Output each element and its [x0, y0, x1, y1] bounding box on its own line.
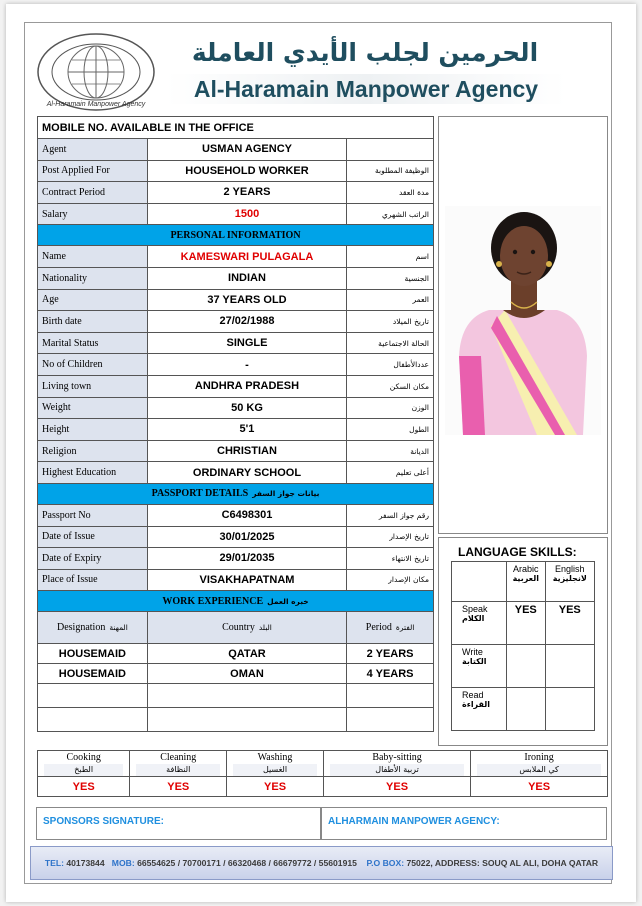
- period-col: [347, 612, 434, 644]
- row-value: INDIAN: [147, 267, 346, 289]
- mobile-row: [38, 117, 434, 139]
- table-row: [38, 311, 434, 333]
- row-value: 50 KG: [147, 397, 346, 419]
- row-value: CHRISTIAN: [147, 440, 346, 462]
- row-value: SINGLE: [147, 332, 346, 354]
- row-label: Weight: [38, 397, 148, 419]
- lang-value: [545, 688, 594, 731]
- lang-row-en: Speak: [462, 604, 488, 614]
- row-label: Highest Education: [38, 462, 148, 484]
- work-row: [38, 664, 434, 684]
- lang-row-read: [452, 688, 507, 731]
- row-value: 29/01/2035: [147, 548, 346, 570]
- row-label: Agent: [38, 139, 148, 161]
- table-row: [38, 182, 434, 204]
- work-country: OMAN: [147, 664, 346, 684]
- lang-col-arabic: [507, 562, 546, 602]
- applicant-table: [37, 116, 434, 732]
- mobile-text: MOBILE NO. AVAILABLE IN THE OFFICE: [38, 117, 434, 139]
- work-header-ar: خبره العمل: [267, 596, 309, 606]
- arabic-title: الحرمين لجلب الأيدي العاملة: [191, 38, 539, 67]
- row-arabic: مدة العقد: [347, 182, 434, 204]
- skill-label: Washing: [257, 751, 293, 763]
- lang-row-ar: القراءة: [462, 700, 491, 709]
- lang-col-ar: العربية: [512, 574, 539, 583]
- row-label: Contract Period: [38, 182, 148, 204]
- lang-value: [507, 645, 546, 688]
- work-designation: HOUSEMAID: [38, 664, 148, 684]
- table-row: [38, 160, 434, 182]
- table-row: [38, 569, 434, 591]
- tel-value: 40173844: [66, 858, 105, 868]
- skill-cleaning: [130, 751, 227, 777]
- row-arabic: الديانة: [347, 440, 434, 462]
- lang-row-ar: الكتابة: [462, 657, 487, 666]
- section-header-work: [38, 591, 434, 612]
- skill-label-ar: الطبخ: [44, 764, 123, 776]
- passport-header-ar: بيانات جواز السفر: [252, 489, 320, 499]
- english-title: Al-Haramain Manpower Agency: [166, 74, 566, 104]
- row-label: Post Applied For: [38, 160, 148, 182]
- skill-value: YES: [38, 777, 130, 797]
- row-label: Height: [38, 419, 148, 441]
- skills-table: [37, 750, 608, 797]
- country-label-ar: البلد: [258, 623, 272, 633]
- row-arabic: الجنسية: [347, 267, 434, 289]
- row-label: Marital Status: [38, 332, 148, 354]
- skill-value: YES: [323, 777, 470, 797]
- period-label-ar: الفترة: [395, 623, 415, 633]
- skill-label-ar: الغسيل: [233, 764, 317, 776]
- table-row: [38, 548, 434, 570]
- row-label: Birth date: [38, 311, 148, 333]
- lang-row-write: [452, 645, 507, 688]
- passport-header-en: PASSPORT DETAILS: [151, 488, 249, 500]
- work-row-empty: [38, 708, 434, 732]
- row-label: Passport No: [38, 504, 148, 526]
- table-row: [38, 375, 434, 397]
- lang-corner: [452, 562, 507, 602]
- table-row: [38, 289, 434, 311]
- section-header-personal: [38, 225, 434, 246]
- row-arabic: مكان السكن: [347, 375, 434, 397]
- row-arabic: مكان الإصدار: [347, 569, 434, 591]
- table-row: [38, 397, 434, 419]
- row-value: -: [147, 354, 346, 376]
- row-arabic: الحالة الاجتماعية: [347, 332, 434, 354]
- row-arabic: العمر: [347, 289, 434, 311]
- row-label: Age: [38, 289, 148, 311]
- row-label: Date of Expiry: [38, 548, 148, 570]
- row-arabic: [347, 139, 434, 161]
- table-row: [38, 354, 434, 376]
- work-country: QATAR: [147, 644, 346, 664]
- lang-value: YES: [507, 602, 546, 645]
- row-label: Religion: [38, 440, 148, 462]
- row-value: 37 YEARS OLD: [147, 289, 346, 311]
- row-arabic: تاريخ الانتهاء: [347, 548, 434, 570]
- skill-babysitting: [323, 751, 470, 777]
- lang-row-en: Read: [462, 690, 484, 700]
- table-row: [38, 419, 434, 441]
- lang-row-speak: [452, 602, 507, 645]
- row-value: ANDHRA PRADESH: [147, 375, 346, 397]
- lang-col-en: Arabic: [513, 564, 539, 574]
- country-label: Country: [222, 622, 255, 634]
- row-arabic: الوزن: [347, 397, 434, 419]
- row-arabic: الوظيفة المطلوبة: [347, 160, 434, 182]
- section-title: [38, 483, 434, 504]
- agency-signature-box: ALHARMAIN MANPOWER AGENCY:: [321, 807, 607, 840]
- row-value: VISAKHAPATNAM: [147, 569, 346, 591]
- row-label: Name: [38, 246, 148, 268]
- lang-col-english: [545, 562, 594, 602]
- lang-value: [507, 688, 546, 731]
- section-title: PERSONAL INFORMATION: [38, 225, 434, 246]
- mob-label: MOB:: [111, 858, 135, 868]
- row-value: USMAN AGENCY: [147, 139, 346, 161]
- contact-footer: [30, 846, 613, 880]
- designation-col: [38, 612, 148, 644]
- applicant-photo: [445, 206, 601, 435]
- row-label: No of Children: [38, 354, 148, 376]
- row-arabic: اسم: [347, 246, 434, 268]
- row-value: ORDINARY SCHOOL: [147, 462, 346, 484]
- tel-label: TEL:: [44, 858, 64, 868]
- lang-value: [545, 645, 594, 688]
- skill-label-ar: تربية الأطفال: [330, 764, 464, 776]
- skill-label: Cooking: [66, 751, 101, 763]
- row-value: 30/01/2025: [147, 526, 346, 548]
- row-value: 5'1: [147, 419, 346, 441]
- skill-label: Baby-sitting: [372, 751, 422, 763]
- lang-col-ar: لانجليزية: [552, 574, 587, 583]
- skill-label: Cleaning: [160, 751, 197, 763]
- work-header-en: WORK EXPERIENCE: [162, 595, 264, 607]
- skill-washing: [227, 751, 324, 777]
- skill-value: YES: [227, 777, 324, 797]
- lang-value: YES: [545, 602, 594, 645]
- table-row: [38, 267, 434, 289]
- row-arabic: الراتب الشهري: [347, 203, 434, 225]
- mob-value: 66554625 / 70700171 / 66320468 / 66679772 / 55601915: [137, 858, 357, 868]
- skill-label-ar: كي الملابس: [477, 764, 601, 776]
- skill-ironing: [471, 751, 608, 777]
- sponsor-signature-box: SPONSORS SIGNATURE:: [36, 807, 321, 840]
- work-period: 2 YEARS: [347, 644, 434, 664]
- address-value: 75022, ADDRESS: SOUQ AL ALI, DOHA QATAR: [406, 858, 599, 868]
- lang-col-en: English: [555, 564, 585, 574]
- svg-text:Al-Haramain Manpower Agency: Al-Haramain Manpower Agency: [46, 101, 146, 108]
- skill-value: YES: [130, 777, 227, 797]
- table-row: [38, 526, 434, 548]
- row-label: Living town: [38, 375, 148, 397]
- table-row: [38, 462, 434, 484]
- skill-label: Ironing: [524, 751, 554, 763]
- table-row: [38, 440, 434, 462]
- language-title: LANGUAGE SKILLS:: [458, 545, 577, 559]
- row-value: HOUSEHOLD WORKER: [147, 160, 346, 182]
- po-label: P.O BOX:: [366, 858, 405, 868]
- designation-label-ar: المهنة: [109, 623, 128, 633]
- lang-row-en: Write: [462, 647, 483, 657]
- work-row: [38, 644, 434, 664]
- row-arabic: تاريخ الميلاد: [347, 311, 434, 333]
- row-arabic: عددالأطفال: [347, 354, 434, 376]
- table-row: [38, 203, 434, 225]
- row-label: Date of Issue: [38, 526, 148, 548]
- table-row: [38, 139, 434, 161]
- agency-logo: [34, 32, 158, 112]
- row-label: Nationality: [38, 267, 148, 289]
- lang-row-ar: الكلام: [462, 614, 485, 623]
- row-value: 27/02/1988: [147, 311, 346, 333]
- skill-label-ar: النظافة: [136, 764, 220, 776]
- row-arabic: تاريخ الإصدار: [347, 526, 434, 548]
- row-arabic: الطول: [347, 419, 434, 441]
- salary-value: 1500: [147, 203, 346, 225]
- row-value: 2 YEARS: [147, 182, 346, 204]
- row-label: Place of Issue: [38, 569, 148, 591]
- section-title: [38, 591, 434, 612]
- work-row-empty: [38, 684, 434, 708]
- name-value: KAMESWARI PULAGALA: [147, 246, 346, 268]
- row-value: C6498301: [147, 504, 346, 526]
- work-designation: HOUSEMAID: [38, 644, 148, 664]
- work-column-headers: [38, 612, 434, 644]
- row-arabic: أعلى تعليم: [347, 462, 434, 484]
- skill-cooking: [38, 751, 130, 777]
- table-row: [38, 332, 434, 354]
- row-label: Salary: [38, 203, 148, 225]
- row-arabic: رقم جواز السفر: [347, 504, 434, 526]
- language-table: [451, 561, 595, 731]
- period-label: Period: [365, 622, 392, 634]
- table-row: [38, 504, 434, 526]
- country-col: [147, 612, 346, 644]
- work-period: 4 YEARS: [347, 664, 434, 684]
- skill-value: YES: [471, 777, 608, 797]
- designation-label: Designation: [57, 622, 106, 634]
- section-header-passport: [38, 483, 434, 504]
- table-row: [38, 246, 434, 268]
